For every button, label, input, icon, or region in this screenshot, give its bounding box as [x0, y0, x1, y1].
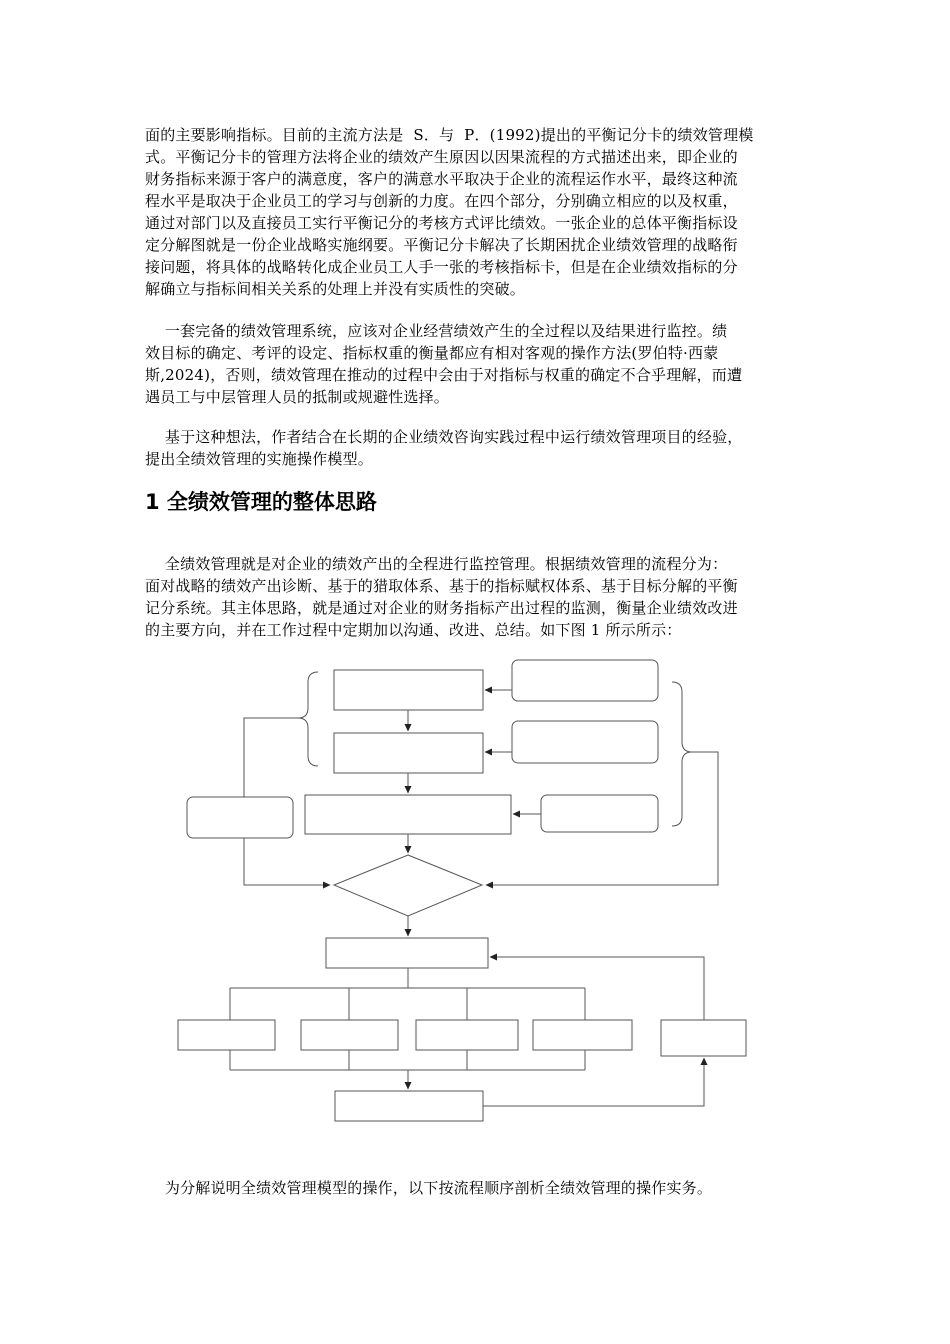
paragraph-intro: [145, 124, 815, 300]
text-line: 面的主要影响指标。目前的主流方法是 S．与 P．(1992)提出的平衡记分卡的绩效管理模: [145, 126, 754, 144]
flow-left-to-decision: [244, 838, 330, 885]
text-line: 基于这种想法，作者结合在长期的企业绩效咨询实践过程中运行绩效管理项目的经验，: [145, 428, 743, 446]
text-line: 为分解说明全绩效管理模型的操作，以下按流程顺序剖析全绩效管理的操作实务。: [145, 1179, 713, 1197]
paragraph-closing: [145, 1177, 815, 1199]
paragraph-system: [145, 320, 815, 408]
text-line: 接问题，将具体的战略转化成企业员工人手一张的考核指标卡，但是在企业绩效指标的分: [145, 258, 738, 276]
flow-left-loop: [244, 718, 298, 797]
flow-right-brace: [672, 682, 692, 826]
text-line: 通过对部门以及直接员工实行平衡记分的考核方式评比绩效。一张企业的总体平衡指标设: [145, 214, 738, 232]
text-line: 解确立与指标间相关关系的处理上并没有实质性的突破。: [145, 280, 526, 298]
text-line: 记分系统。其主体思路，就是通过对企业的财务指标产出过程的监测，衡量企业绩效改进: [145, 599, 738, 617]
flow-box-input-3: [541, 795, 658, 832]
flow-box-input-1: [512, 660, 658, 701]
text-line: 程水平是取决于企业员工的学习与创新的力度。在四个部分，分别确立相应的以及权重，: [145, 192, 738, 210]
flow-box-final: [335, 1091, 483, 1121]
flow-box-step-2: [334, 733, 483, 773]
text-line: 提出全绩效管理的实施操作模型。: [145, 450, 374, 468]
flow-box-sub-4: [533, 1020, 632, 1050]
text-line: 的主要方向，并在工作过程中定期加以沟通、改进、总结。如下图 1 所示所示：: [145, 621, 682, 639]
flow-left-brace: [298, 672, 318, 766]
flow-box-step-1: [334, 670, 483, 710]
flow-final-to-feedback: [483, 1058, 704, 1106]
text-line: 效目标的确定、考评的设定、指标权重的衡量都应有相对客观的操作方法(罗伯特·西蒙: [145, 344, 719, 362]
flow-box-step-4: [326, 938, 488, 968]
text-line: 斯,2024)，否则，绩效管理在推动的过程中会由于对指标与权重的确定不合乎理解，而遭: [145, 366, 743, 384]
text-line: 一套完备的绩效管理系统，应该对企业经营绩效产生的全过程以及结果进行监控。绩: [145, 322, 728, 340]
text-line: 定分解图就是一份企业战略实施纲要。平衡记分卡解决了长期困扰企业绩效管理的战略衔: [145, 236, 738, 254]
paragraph-model: [145, 553, 815, 641]
section-heading: 1 全绩效管理的整体思路: [145, 490, 377, 514]
flow-box-feedback: [661, 1020, 746, 1056]
flow-decision-diamond: [334, 855, 482, 916]
text-line: 全绩效管理就是对企业的绩效产出的全程进行监控管理。根据绩效管理的流程分为：: [145, 555, 728, 573]
flow-feedback-to-step-4: [490, 957, 704, 1020]
flow-box-sub-3: [416, 1020, 518, 1050]
text-line: 遇员工与中层管理人员的抵制或规避性选择。: [145, 388, 450, 406]
text-line: 面对战略的绩效产出诊断、基于的猎取体系、基于的指标赋权体系、基于目标分解的平衡: [145, 577, 738, 595]
flow-box-sub-2: [301, 1020, 398, 1050]
flow-box-step-3: [305, 795, 511, 834]
flow-box-input-2: [512, 721, 658, 763]
text-line: 财务指标来源于客户的满意度，客户的满意水平取决于企业的流程运作水平，最终这种流: [145, 170, 738, 188]
flow-box-sub-1: [178, 1020, 275, 1050]
flow-box-left: [187, 797, 293, 838]
paragraph-idea: [145, 426, 815, 470]
flow-right-loop: [486, 752, 718, 885]
text-line: 式。平衡记分卡的管理方法将企业的绩效产生原因以因果流程的方式描述出来，即企业的: [145, 148, 738, 166]
